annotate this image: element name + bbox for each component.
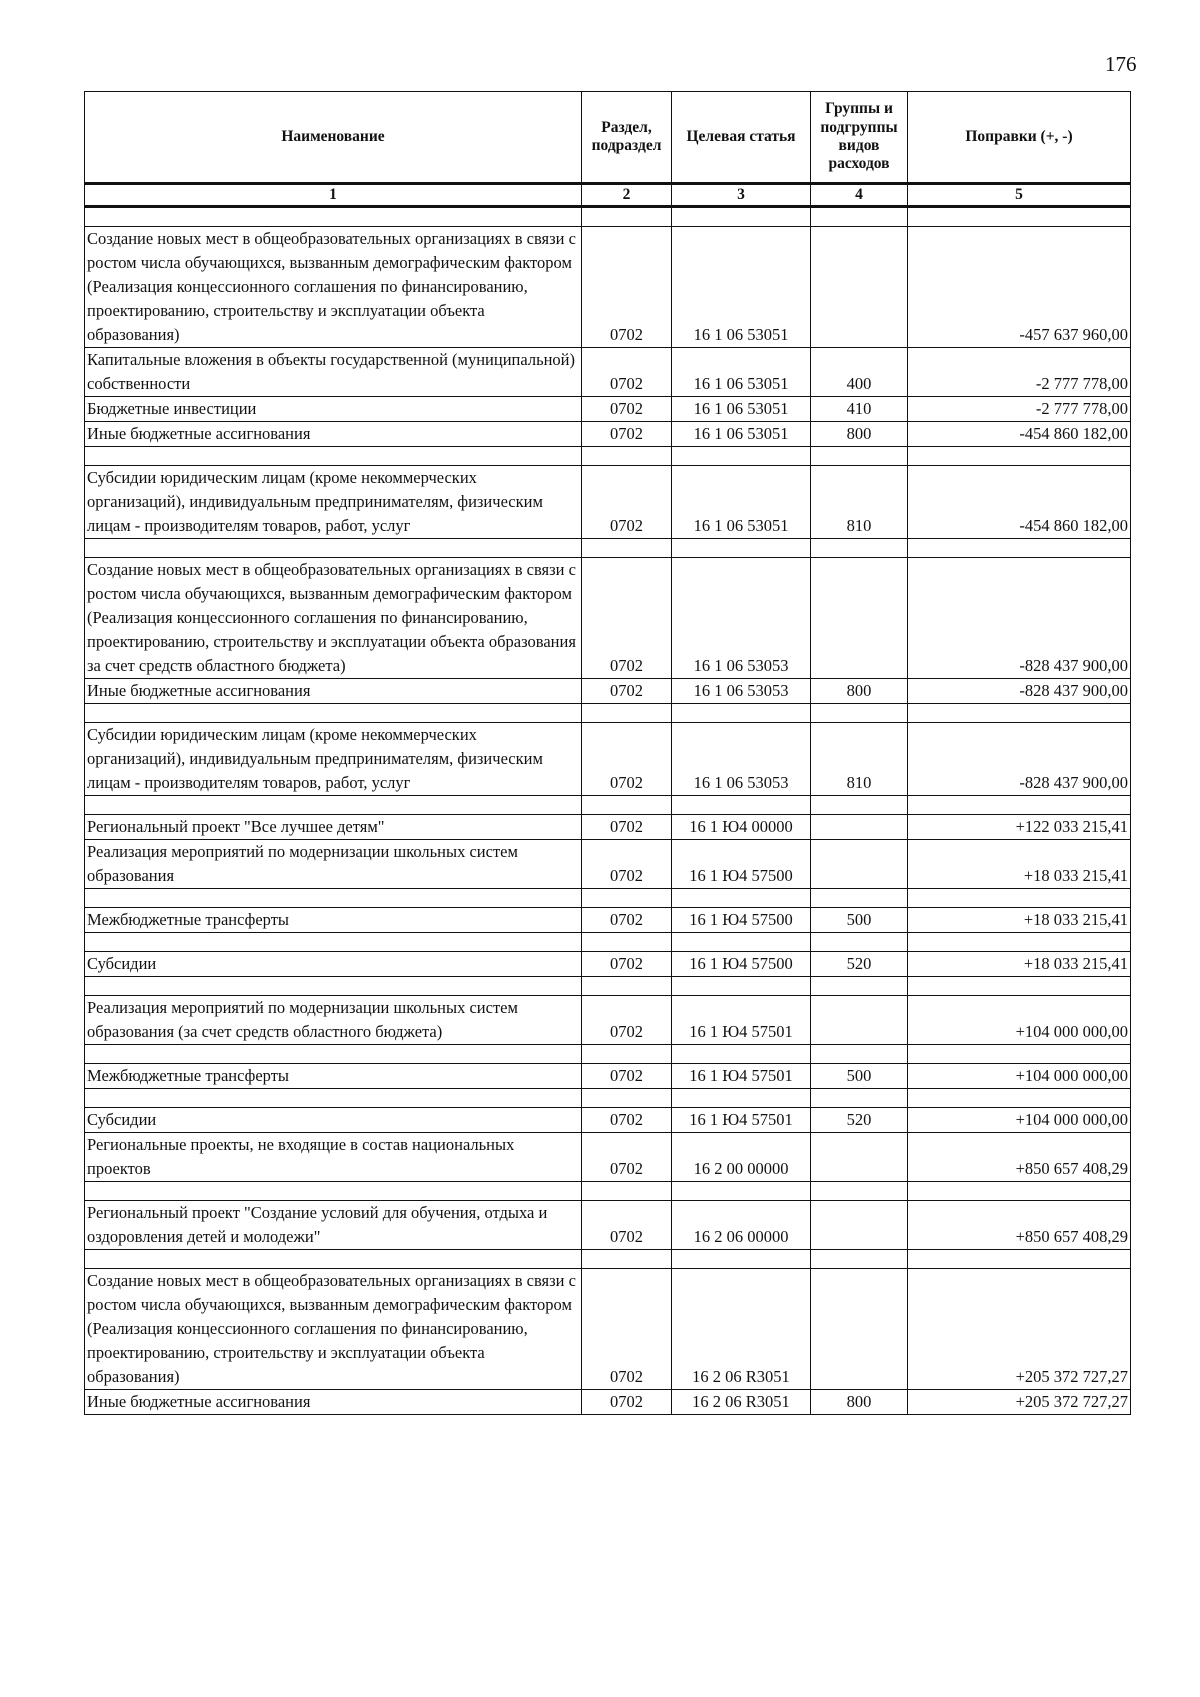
row-name: Субсидии [85,1108,582,1133]
row-group: 520 [811,1108,908,1133]
column-number: 2 [582,184,672,207]
table-row [85,397,1131,422]
row-name: Межбюджетные трансферты [85,908,582,933]
row-section: 0702 [582,1108,672,1133]
row-article: 16 1 Ю4 57501 [672,1064,811,1089]
row-amount: -2 777 778,00 [908,397,1131,422]
column-number: 1 [85,184,582,207]
table-row [85,558,1131,679]
row-section: 0702 [582,1390,672,1415]
row-name: Межбюджетные трансферты [85,1064,582,1089]
spacer-row [85,1250,1131,1269]
row-amount: -457 637 960,00 [908,227,1131,348]
row-amount: +18 033 215,41 [908,840,1131,889]
header-article: Целевая статья [672,92,811,184]
row-amount: +850 657 408,29 [908,1201,1131,1250]
row-group: 800 [811,679,908,704]
table-row [85,348,1131,397]
row-article: 16 1 06 53051 [672,422,811,447]
header-section: Раздел, подраздел [582,92,672,184]
header-group: Группы и подгруппы видов расходов [811,92,908,184]
row-article: 16 1 06 53053 [672,723,811,796]
row-amount: -454 860 182,00 [908,466,1131,539]
table-row [85,1108,1131,1133]
row-amount: -828 437 900,00 [908,558,1131,679]
spacer-row [85,1089,1131,1108]
column-number: 3 [672,184,811,207]
row-article: 16 1 06 53051 [672,466,811,539]
row-article: 16 1 Ю4 57500 [672,840,811,889]
row-group [811,227,908,348]
row-name: Региональные проекты, не входящие в состав национальных проектов [85,1133,582,1182]
row-group: 800 [811,422,908,447]
row-group: 810 [811,466,908,539]
row-article: 16 2 00 00000 [672,1133,811,1182]
row-amount: -454 860 182,00 [908,422,1131,447]
row-group: 800 [811,1390,908,1415]
row-section: 0702 [582,908,672,933]
row-group [811,840,908,889]
row-name: Субсидии юридическим лицам (кроме некоммерческих организаций), индивидуальным предпринимателям, физическим лицам - производителям товаров, работ, услуг [85,723,582,796]
table-row [85,840,1131,889]
table-header-row [85,92,1131,184]
row-name: Иные бюджетные ассигнования [85,1390,582,1415]
row-group [811,1201,908,1250]
row-amount: +18 033 215,41 [908,908,1131,933]
table-row [85,466,1131,539]
row-article: 16 1 Ю4 57500 [672,908,811,933]
row-name: Реализация мероприятий по модернизации школьных систем образования (за счет средств областного бюджета) [85,996,582,1045]
table-row [85,952,1131,977]
row-name: Создание новых мест в общеобразовательных организациях в связи с ростом числа обучающихся, вызванным демографическим фактором (Реализация концессионного соглашения по финансированию, проектированию, строительству и эксплуатации объекта образования за счет средств областного бюджета) [85,558,582,679]
row-section: 0702 [582,1064,672,1089]
row-section: 0702 [582,397,672,422]
row-article: 16 1 Ю4 00000 [672,815,811,840]
table-row [85,422,1131,447]
row-section: 0702 [582,723,672,796]
row-section: 0702 [582,1133,672,1182]
row-article: 16 1 06 53053 [672,558,811,679]
row-group [811,996,908,1045]
row-group: 520 [811,952,908,977]
page-number: 176 [1105,52,1137,76]
row-amount: -828 437 900,00 [908,679,1131,704]
row-amount: -2 777 778,00 [908,348,1131,397]
spacer-row [85,933,1131,952]
row-article: 16 1 06 53053 [672,679,811,704]
budget-amendments-table [84,91,1131,1415]
row-amount: +104 000 000,00 [908,1064,1131,1089]
row-name: Субсидии [85,952,582,977]
row-name: Иные бюджетные ассигнования [85,422,582,447]
table-row [85,996,1131,1045]
table-row [85,1201,1131,1250]
row-name: Создание новых мест в общеобразовательных организациях в связи с ростом числа обучающихся, вызванным демографическим фактором (Реализация концессионного соглашения по финансированию, проектированию, строительству и эксплуатации объекта образования) [85,227,582,348]
row-group: 810 [811,723,908,796]
row-name: Региональный проект "Все лучшее детям" [85,815,582,840]
spacer-row [85,447,1131,466]
spacer-row [85,207,1131,227]
row-article: 16 1 06 53051 [672,397,811,422]
table-row [85,723,1131,796]
spacer-row [85,889,1131,908]
table-row [85,908,1131,933]
spacer-row [85,539,1131,558]
row-section: 0702 [582,952,672,977]
row-name: Региональный проект "Создание условий для обучения, отдыха и оздоровления детей и молодежи" [85,1201,582,1250]
table-row [85,1269,1131,1390]
row-article: 16 1 Ю4 57501 [672,996,811,1045]
row-section: 0702 [582,679,672,704]
spacer-row [85,977,1131,996]
table-row [85,1064,1131,1089]
row-article: 16 1 06 53051 [672,227,811,348]
row-section: 0702 [582,1201,672,1250]
row-group [811,558,908,679]
row-section: 0702 [582,840,672,889]
row-name: Реализация мероприятий по модернизации школьных систем образования [85,840,582,889]
row-section: 0702 [582,227,672,348]
row-group [811,815,908,840]
row-group: 400 [811,348,908,397]
row-group: 500 [811,1064,908,1089]
row-section: 0702 [582,348,672,397]
column-number: 5 [908,184,1131,207]
table-row [85,227,1131,348]
row-group [811,1133,908,1182]
row-group [811,1269,908,1390]
row-amount: +850 657 408,29 [908,1133,1131,1182]
row-section: 0702 [582,815,672,840]
row-amount: -828 437 900,00 [908,723,1131,796]
row-section: 0702 [582,558,672,679]
row-article: 16 1 Ю4 57500 [672,952,811,977]
row-name: Капитальные вложения в объекты государственной (муниципальной) собственности [85,348,582,397]
row-section: 0702 [582,466,672,539]
table-row [85,679,1131,704]
column-number: 4 [811,184,908,207]
row-article: 16 2 06 00000 [672,1201,811,1250]
row-article: 16 2 06 R3051 [672,1269,811,1390]
spacer-row [85,796,1131,815]
row-name: Субсидии юридическим лицам (кроме некоммерческих организаций), индивидуальным предпринимателям, физическим лицам - производителям товаров, работ, услуг [85,466,582,539]
table-row [85,1390,1131,1415]
row-amount: +205 372 727,27 [908,1269,1131,1390]
row-name: Создание новых мест в общеобразовательных организациях в связи с ростом числа обучающихся, вызванным демографическим фактором (Реализация концессионного соглашения по финансированию, проектированию, строительству и эксплуатации объекта образования) [85,1269,582,1390]
header-name: Наименование [85,92,582,184]
row-section: 0702 [582,996,672,1045]
spacer-row [85,1182,1131,1201]
table-row [85,815,1131,840]
spacer-row [85,704,1131,723]
row-section: 0702 [582,422,672,447]
row-amount: +104 000 000,00 [908,996,1131,1045]
row-group: 500 [811,908,908,933]
table-row [85,1133,1131,1182]
row-article: 16 1 Ю4 57501 [672,1108,811,1133]
row-name: Бюджетные инвестиции [85,397,582,422]
column-number-row [85,184,1131,207]
row-article: 16 1 06 53051 [672,348,811,397]
spacer-row [85,1045,1131,1064]
row-article: 16 2 06 R3051 [672,1390,811,1415]
row-section: 0702 [582,1269,672,1390]
row-amount: +122 033 215,41 [908,815,1131,840]
row-amount: +18 033 215,41 [908,952,1131,977]
row-amount: +205 372 727,27 [908,1390,1131,1415]
row-group: 410 [811,397,908,422]
row-amount: +104 000 000,00 [908,1108,1131,1133]
header-amount: Поправки (+, -) [908,92,1131,184]
table-body [85,207,1131,1415]
row-name: Иные бюджетные ассигнования [85,679,582,704]
